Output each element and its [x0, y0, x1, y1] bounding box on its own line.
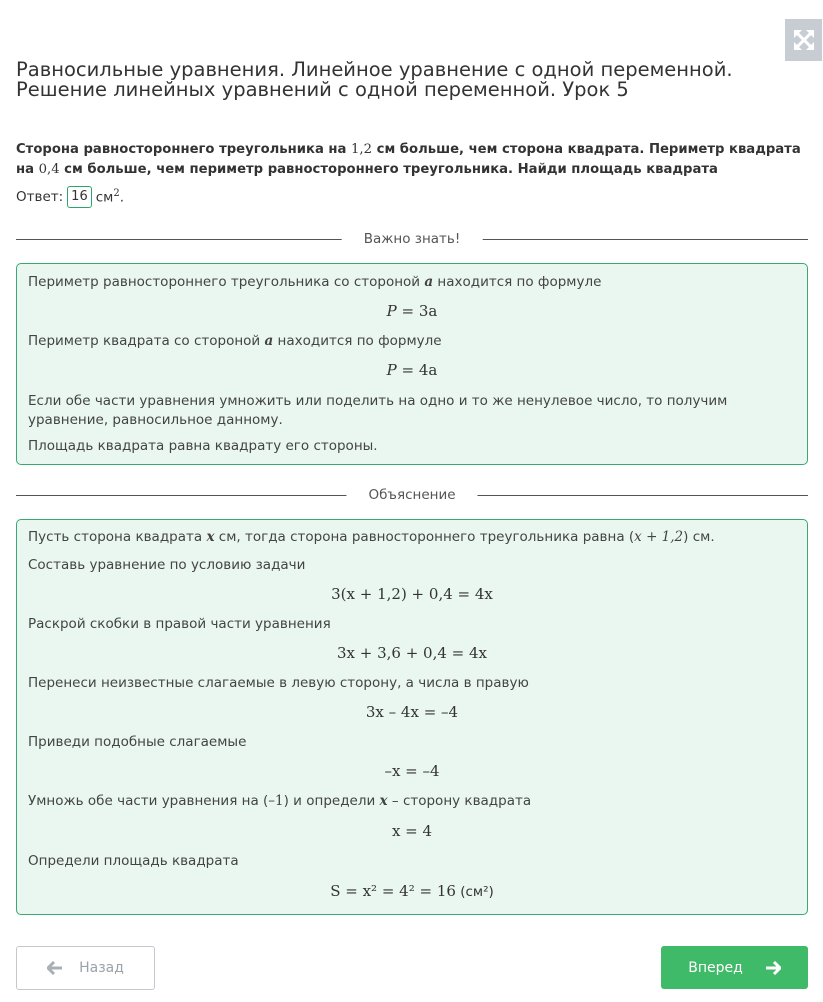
explanation-step-4: Перенеси неизвестные слагаемые в левую сторону, а числа в правую — [28, 675, 529, 691]
answer-unit: $см^2$. — [95, 188, 124, 206]
next-button[interactable] — [661, 946, 808, 989]
fullscreen-button[interactable] — [785, 19, 822, 61]
answer-value-box[interactable]: 16 — [67, 186, 92, 208]
equation-4: –x = –4 — [384, 762, 440, 780]
back-button-label: Назад — [79, 960, 124, 976]
equation-1: 3(x + 1,2) + 0,4 = 4x — [331, 585, 493, 603]
equation-2: 3x + 3,6 + 0,4 = 4x — [336, 644, 488, 662]
page-title: Равносильные уравнения. Линейное уравнение с одной переменной. Решение линейных уравнений с одной переменной. Урок 5 — [16, 58, 733, 101]
formula-square-perimeter: P = 4a — [386, 361, 438, 379]
answer-label: Ответ: — [16, 189, 64, 205]
explanation-panel — [16, 519, 808, 915]
explanation-step-2: Составь уравнение по условию задачи — [28, 557, 306, 573]
next-button-label: Вперед — [688, 959, 743, 976]
important-line-4: Площадь квадрата равна квадрату его стороны. — [28, 438, 378, 454]
important-heading: Важно знать! — [342, 231, 483, 247]
arrow-right-icon — [765, 961, 781, 975]
explanation-step-3: Раскрой скобки в правой части уравнения — [28, 616, 331, 632]
arrow-left-icon — [47, 961, 63, 975]
important-line-2: Периметр квадрата со стороной a находится по формуле — [28, 333, 442, 349]
explanation-heading: Объяснение — [346, 487, 477, 503]
back-button[interactable] — [16, 946, 155, 990]
important-panel — [16, 263, 808, 465]
important-line-1: Периметр равностороннего треугольника со стороной a находится по формуле — [28, 274, 602, 290]
explanation-step-1: Пусть сторона квадрата x см, тогда сторона равностороннего треугольника равна (x + 1,2) см. — [28, 529, 715, 545]
formula-triangle-perimeter: P = 3a — [386, 302, 438, 320]
equation-6: S = x² = 4² = 16 (см²) — [330, 882, 494, 900]
explanation-step-5: Приведи подобные слагаемые — [28, 734, 247, 750]
question-text: Сторона равностороннего треугольника на 1,2 см больше, чем сторона квадрата. Периметр квадрата на 0,4 см больше, чем периметр равностороннего треугольника. Найди площадь квадрата — [16, 142, 801, 177]
equation-3: 3x – 4x = –4 — [365, 703, 459, 721]
expand-icon — [793, 29, 815, 51]
important-line-3: Если обе части уравнения умножить или поделить на одно и то же ненулевое число, то получим уравнение, равносильное данному. — [28, 393, 728, 428]
answer-row — [16, 186, 124, 208]
equation-5: x = 4 — [391, 822, 433, 840]
explanation-step-6: Умножь обе части уравнения на (–1) и определи x – сторону квадрата — [28, 793, 532, 809]
explanation-step-7: Определи площадь квадрата — [28, 853, 239, 869]
